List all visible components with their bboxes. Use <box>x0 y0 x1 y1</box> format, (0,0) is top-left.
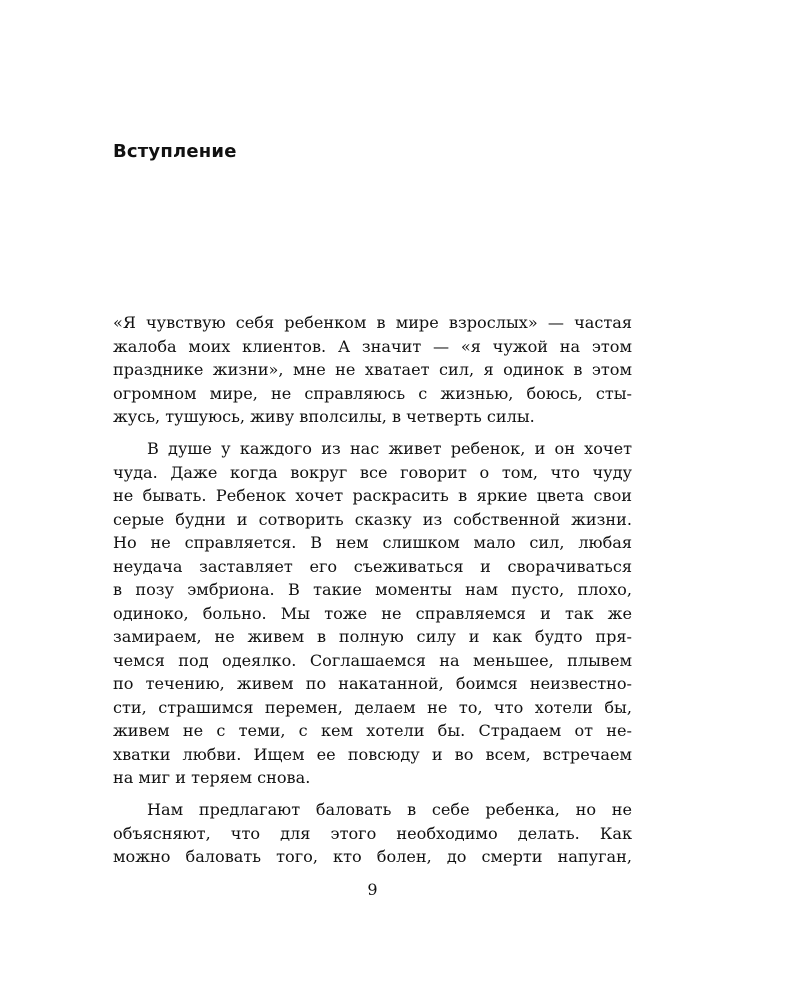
text-line: жусь, тушуюсь, живу вполсилы, в четверть силы. <box>113 407 535 426</box>
text-line: по течению, живем по накатанной, боимся неизвестно- <box>113 674 632 693</box>
text-line: неудача заставляет его съеживаться и сворачиваться <box>113 556 632 576</box>
text-line: жалоба моих клиентов. А значит — «я чужой на этом <box>113 336 632 356</box>
text-line: чуда. Даже когда вокруг все говорит о том, что чуду <box>113 462 632 482</box>
text-line: на миг и теряем снова. <box>113 768 311 787</box>
text-line: не бывать. Ребенок хочет раскрасить в яркие цвета свои <box>113 486 632 505</box>
text-line: празднике жизни», мне не хватает сил, я одинок в этом <box>113 360 632 379</box>
text-line: замираем, не живем в полную силу и как будто пря- <box>113 627 632 646</box>
text-line: в позу эмбриона. В такие моменты нам пусто, плохо, <box>113 580 632 599</box>
text-line: огромном мире, не справляюсь с жизнью, боюсь, сты- <box>113 383 632 403</box>
paragraph-3 <box>113 798 632 869</box>
text-line: живем не с теми, с кем хотели бы. Страдаем от не- <box>113 721 632 740</box>
page-number: 9 <box>367 880 378 899</box>
text-line: Нам предлагают баловать в себе ребенка, но не <box>147 800 632 819</box>
text-line: Но не справляется. В нем слишком мало сил, любая <box>113 533 632 552</box>
text-line: хватки любви. Ищем ее повсюду и во всем, встречаем <box>113 744 632 764</box>
text-line: «Я чувствую себя ребенком в мире взрослых» — частая <box>113 313 632 332</box>
paragraph-1 <box>113 311 632 429</box>
text-line: В душе у каждого из нас живет ребенок, и он хочет <box>147 439 632 458</box>
text-line: серые будни и сотворить сказку из собственной жизни. <box>113 509 632 529</box>
paragraph-2 <box>113 437 632 790</box>
text-line: чемся под одеялко. Соглашаемся на меньшее, плывем <box>113 650 632 670</box>
text-line: объясняют, что для этого необходимо делать. Как <box>113 823 632 843</box>
body-text <box>113 311 632 869</box>
text-line: можно баловать того, кто болен, до смерти напуган, <box>113 847 632 866</box>
text-line: сти, страшимся перемен, делаем не то, что хотели бы, <box>113 697 632 717</box>
chapter-title: Вступление <box>113 141 237 162</box>
text-line: одиноко, больно. Мы тоже не справляемся и так же <box>113 603 632 623</box>
